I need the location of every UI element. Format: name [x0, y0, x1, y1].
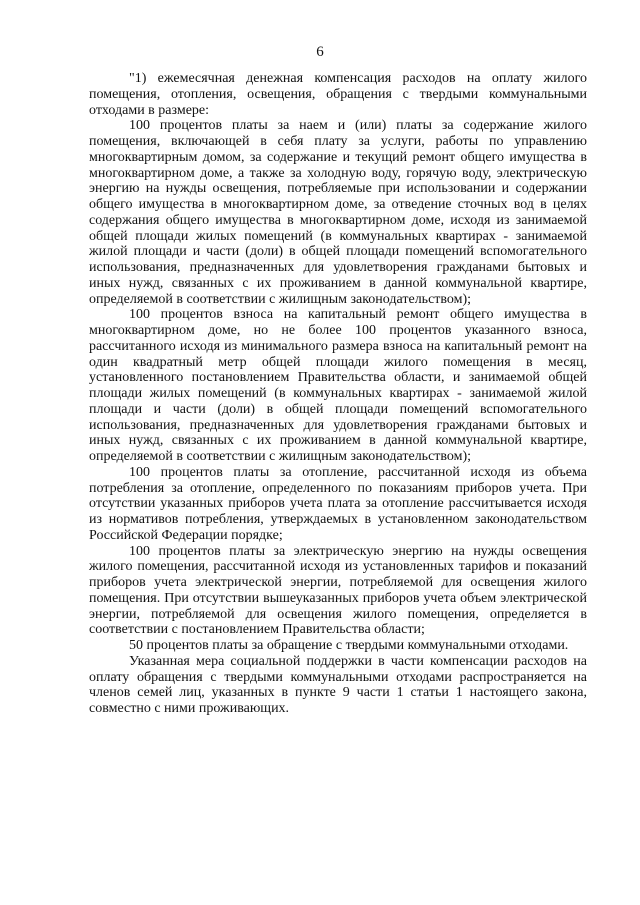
- paragraph-family-members: Указанная мера социальной поддержки в части компенсации расходов на оплату обращения с твердыми коммунальными отходами распространяется на членов семей лиц, указанных в пункте 9 части 1 статьи 1 настоящего закона, совместно с ними проживающих.: [89, 653, 587, 716]
- paragraph-capital-repair: 100 процентов взноса на капитальный ремонт общего имущества в многоквартирном доме, но не более 100 процентов указанного взноса, рассчитанного исходя из минимального размера взноса на капитальный ремонт на один квадратный метр общей площади жилого помещения в месяц, установленного постановлением Правительства области, и занимаемой общей площади жилых помещений (в коммунальных квартирах - занимаемой жилой площади и части (доли) в общей площади помещений вспомогательного использования, предназначенных для удовлетворения гражданами бытовых и иных нужд, связанных с их проживанием в данной коммунальной квартире, определяемой в соответствии с жилищным законодательством);: [89, 307, 587, 464]
- paragraph-waste: 50 процентов платы за обращение с твердыми коммунальными отходами.: [129, 638, 569, 653]
- paragraph-intro: "1) ежемесячная денежная компенсация расходов на оплату жилого помещения, отопления, освещения, обращения с твердыми коммунальными отходами в размере:: [89, 71, 587, 118]
- paragraph-electricity: 100 процентов платы за электрическую энергию на нужды освещения жилого помещения, рассчитанной исходя из установленных тарифов и показаний приборов учета электрической энергии, потребляемой для освещения жилого помещения. При отсутствии вышеуказанных приборов учета объем электрической энергии, потребляемой для освещения жилого помещения, определяется в соответствии с постановлением Правительства области;: [89, 543, 587, 638]
- paragraph-housing-fee: 100 процентов платы за наем и (или) платы за содержание жилого помещения, включающей в себя плату за услуги, работы по управлению многоквартирным домом, за содержание и текущий ремонт общего имущества в многоквартирном доме, а также за холодную воду, горячую воду, электрическую энергию на нужды освещения, потребляемые при использовании и содержании общего имущества в многоквартирном доме, за отведение сточных вод в целях содержания общего имущества в многоквартирном доме, исходя из занимаемой общей площади жилых помещений (в коммунальных квартирах - занимаемой жилой площади и части (доли) в общей площади помещений вспомогательного использования, предназначенных для удовлетворения гражданами бытовых и иных нужд, связанных с их проживанием в данной коммунальной квартире, определяемой в соответствии с жилищным законодательством);: [89, 118, 587, 307]
- paragraph-heating: 100 процентов платы за отопление, рассчитанной исходя из объема потребления за отопление, определенного по показаниям приборов учета. При отсутствии указанных приборов учета плата за отопление рассчитывается исходя из нормативов потребления, утверждаемых в установленном законодательством Российской Федерации порядке;: [89, 464, 587, 543]
- document-body: [89, 71, 587, 717]
- page-number: 6: [316, 44, 324, 60]
